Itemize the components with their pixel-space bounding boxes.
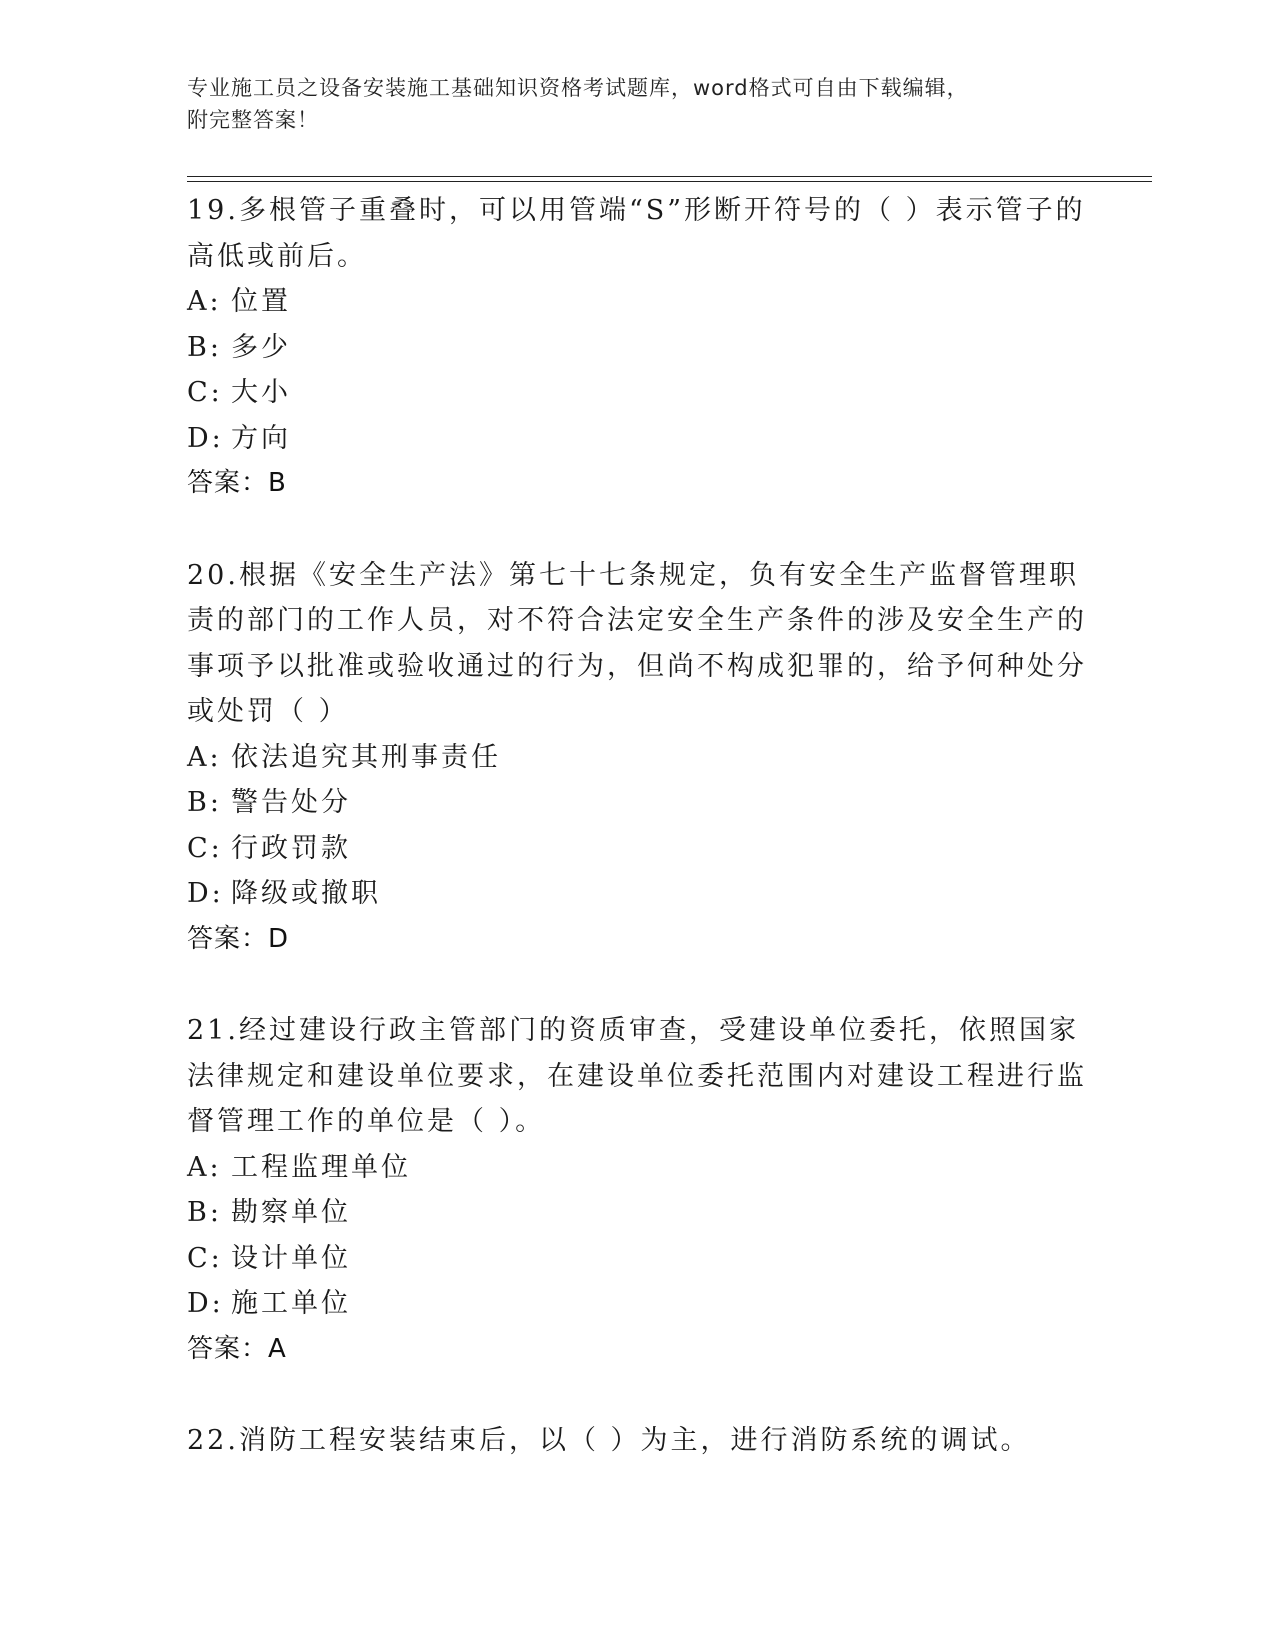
- option-key: C:: [187, 1242, 223, 1274]
- answer-line: 答案：A: [187, 1333, 287, 1364]
- option-d: [187, 1281, 1087, 1327]
- option-key: D:: [187, 422, 224, 454]
- question-22: [187, 1418, 1087, 1464]
- option-d: [187, 871, 1087, 917]
- option-key: D:: [187, 878, 224, 909]
- option-b: [187, 325, 1087, 371]
- question-stem: 19.多根管子重叠时，可以用管端“S”形断开符号的（ ）表示管子的高低或前后。: [187, 195, 1086, 272]
- option-c: [187, 370, 1087, 416]
- option-key: A:: [187, 741, 222, 773]
- option-text: 施工单位: [231, 1288, 351, 1319]
- header-divider: [187, 176, 1152, 182]
- option-a: [187, 279, 1087, 325]
- option-text: 多少: [231, 331, 291, 363]
- option-text: 位置: [231, 286, 291, 317]
- option-key: D:: [187, 1288, 224, 1319]
- question-stem: 21.经过建设行政主管部门的资质审查，受建设单位委托，依照国家法律规定和建设单位要求，在建设单位委托范围内对建设工程进行监督管理工作的单位是（ ）。: [187, 1015, 1087, 1137]
- question-list: [187, 188, 1087, 1510]
- option-text: 勘察单位: [231, 1197, 351, 1228]
- document-header: [187, 72, 1067, 136]
- option-text: 警告处分: [231, 787, 351, 818]
- option-text: 依法追究其刑事责任: [231, 741, 501, 773]
- option-a: [187, 735, 1087, 781]
- option-key: C:: [187, 832, 223, 864]
- option-key: B:: [187, 331, 222, 363]
- answer-line: 答案：D: [187, 923, 290, 954]
- option-b: [187, 1190, 1087, 1236]
- question-stem: 20.根据《安全生产法》第七十七条规定，负有安全生产监督管理职责的部门的工作人员，对不符合法定安全生产条件的涉及安全生产的事项予以批准或验收通过的行为，但尚不构成犯罪的，给予何种处分或处罚（ ）: [187, 559, 1087, 727]
- header-line-2: 附完整答案！: [187, 108, 319, 132]
- option-c: [187, 1236, 1087, 1282]
- option-b: [187, 780, 1087, 826]
- option-key: C:: [187, 377, 223, 408]
- option-a: [187, 1145, 1087, 1191]
- option-text: 方向: [231, 422, 291, 454]
- option-text: 大小: [231, 377, 291, 408]
- option-d: [187, 416, 1087, 462]
- header-line-1: 专业施工员之设备安装施工基础知识资格考试题库，word格式可自由下载编辑，: [187, 76, 969, 100]
- question-21: [187, 1008, 1087, 1372]
- option-c: [187, 826, 1087, 872]
- answer-line: 答案：B: [187, 468, 287, 498]
- option-text: 行政罚款: [231, 832, 351, 864]
- option-text: 设计单位: [231, 1242, 351, 1274]
- option-key: A:: [187, 1151, 222, 1183]
- option-key: B:: [187, 1197, 222, 1228]
- option-text: 降级或撤职: [231, 878, 381, 909]
- option-key: A:: [187, 286, 222, 317]
- question-stem: 22.消防工程安装结束后，以（ ）为主，进行消防系统的调试。: [187, 1425, 1031, 1456]
- question-20: [187, 553, 1087, 963]
- option-text: 工程监理单位: [231, 1151, 411, 1183]
- question-19: [187, 188, 1087, 507]
- option-key: B:: [187, 787, 222, 818]
